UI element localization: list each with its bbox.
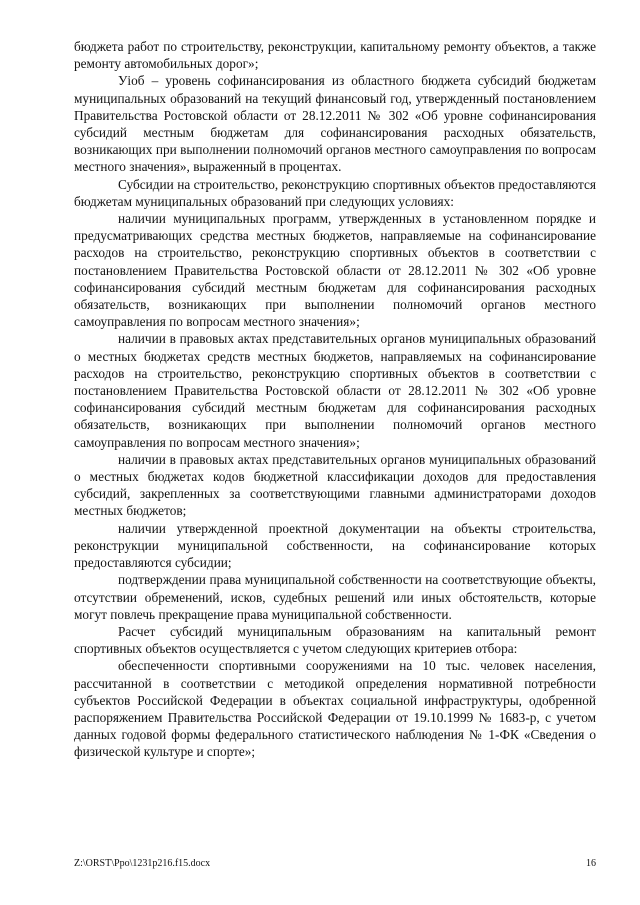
footer-file-path: Z:\ORST\Ppo\1231p216.f15.docx (74, 858, 211, 869)
paragraph-uiob-definition: Уіоб – уровень софинансирования из областного бюджета субсидий бюджетам муниципальных образований на текущий финансовый год, утвержденный постановлением Правительства Ростовской области от 28.12.2011 № 302 «Об уровне софинансирования субсидий местным бюджетам для софинансирования расходных обязательств, возникающих при выполнении полномочий органов местного самоуправления по вопросам местного значения», выраженный в процентах. (74, 73, 596, 175)
page-number: 16 (586, 858, 596, 869)
paragraph-condition-programs: наличии муниципальных программ, утвержденных в установленном порядке и предусматривающих средства местных бюджетов, направляемые на софинансирование расходов на строительство, реконструкцию спортивных объектов в соответствии с постановлением Правительства Ростовской области от 28.12.2011 № 302 «Об уровне софинансирования субсидий местным бюджетам для софинансирования расходных обязательств, возникающих при выполнении полномочий органов местного самоуправления по вопросам местного значения»; (74, 211, 596, 330)
paragraph-condition-ownership: подтверждении права муниципальной собственности на соответствующие объекты, отсутствии обременений, исков, судебных решений или иных обстоятельств, которые могут повлечь прекращение права муниципальной собственности. (74, 572, 596, 622)
paragraph-continuation: бюджета работ по строительству, реконструкции, капитальному ремонту объектов, а также ремонту автомобильных дорог»; (74, 39, 596, 72)
paragraph-subsidy-conditions: Субсидии на строительство, реконструкцию спортивных объектов предоставляются бюджетам муниципальных образований при следующих условиях: (74, 176, 596, 209)
document-body (74, 38, 596, 761)
paragraph-repair-criteria: Расчет субсидий муниципальным образованиям на капитальный ремонт спортивных объектов осуществляется с учетом следующих критериев отбора: (74, 623, 596, 657)
paragraph-condition-budget-codes: наличии в правовых актах представительных органов муниципальных образований о местных бюджетах кодов бюджетной классификации доходов для предоставления субсидий, закрепленных за соответствующими главными администраторами доходов местных бюджетов; (74, 451, 596, 519)
paragraph-condition-project-docs: наличии утвержденной проектной документации на объекты строительства, реконструкции муниципальной собственности, на софинансирование которых предоставляются субсидии; (74, 520, 596, 571)
paragraph-criterion-provision: обеспеченности спортивными сооружениями на 10 тыс. человек населения, рассчитанной в соответствии с методикой определения нормативной потребности субъектов Российской Федерации в объектах социальной инфраструктуры, одобренной распоряжением Правительства Российской Федерации от 19.10.1999 № 1683-р, с учетом данных годовой формы федерального статистического наблюдения № 1-ФК «Сведения о физической культуре и спорте»; (74, 658, 596, 760)
page-footer (74, 858, 596, 870)
paragraph-condition-budget-funds: наличии в правовых актах представительных органов муниципальных образований о местных бюджетах средств местных бюджетов, направляемых на софинансирование расходов на строительство, реконструкцию спортивных объектов в соответствии с постановлением Правительства Ростовской области от 28.12.2011 № 302 «Об уровне софинансирования субсидий местным бюджетам для софинансирования расходных обязательств, возникающих при выполнении полномочий органов местного самоуправления по вопросам местного значения»; (74, 331, 596, 450)
